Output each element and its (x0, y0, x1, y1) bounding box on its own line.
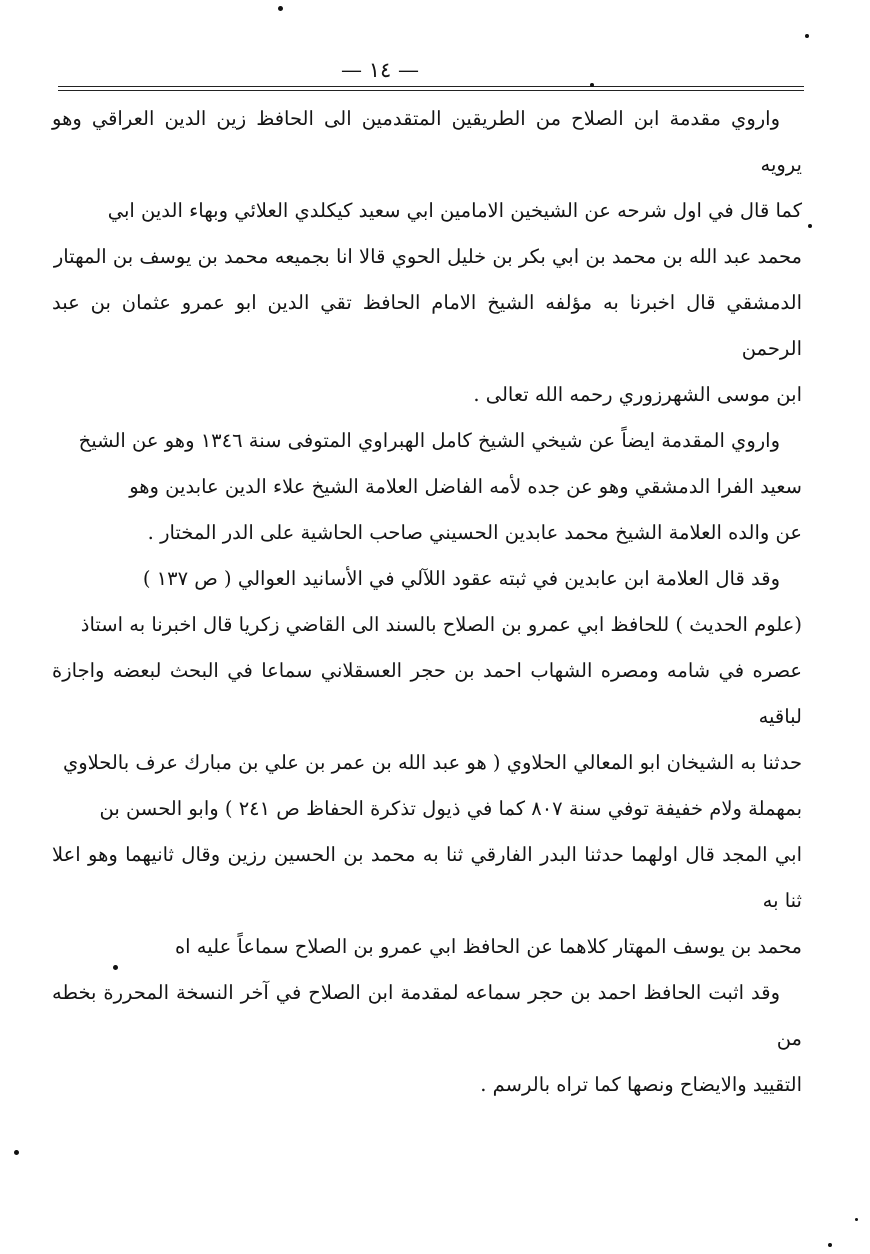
paragraph-line: التقييد والايضاح ونصها كما تراه بالرسم . (480, 1073, 802, 1096)
scan-speck (808, 224, 812, 228)
scan-speck (113, 965, 118, 970)
paragraph-line: وقد قال العلامة ابن عابدين في ثبته عقود اللآلي في الأسانيد العوالي ( ص ١٣٧ ) (142, 567, 780, 590)
paragraph-line: كما قال في اول شرحه عن الشيخين الامامين ابي سعيد كيكلدي العلائي وبهاء الدين ابي (107, 199, 802, 222)
scan-speck (278, 6, 283, 11)
paragraph-line: بمهملة ولام خفيفة توفي سنة ٨٠٧ كما في ذيول تذكرة الحفاظ ص ٢٤١ ) وابو الحسن بن (99, 797, 802, 820)
paragraph-line: واروي مقدمة ابن الصلاح من الطريقين المتقدمين الى الحافظ زين الدين العراقي وهو يرويه (52, 107, 802, 176)
paragraph-line: محمد بن يوسف المهتار كلاهما عن الحافظ ابي عمرو بن الصلاح سماعاً عليه اه (174, 935, 802, 958)
paragraph-line: حدثنا به الشيخان ابو المعالي الحلاوي ( هو عبد الله بن عمر بن علي بن مبارك عرف بالحلاوي (62, 751, 802, 774)
body-text (52, 96, 802, 1108)
paragraph-line: الدمشقي قال اخبرنا به مؤلفه الشيخ الامام الحافظ تقي الدين ابو عمرو عثمان بن عبد الرحمن (52, 291, 802, 360)
header-rule-bottom (58, 90, 804, 91)
paragraph-line: ابي المجد قال اولهما حدثنا البدر الفارقي ثنا به محمد بن الحسين رزين وقال ثانيهما وهو اعلا ثنا به (52, 843, 802, 912)
paragraph-line: محمد عبد الله بن محمد بن ابي بكر بن خليل الحوي قالا انا بجميعه محمد بن يوسف بن المهتار (53, 245, 802, 268)
scan-speck (805, 34, 809, 38)
paragraph-line: عصره في شامه ومصره الشهاب احمد بن حجر العسقلاني سماعا في البحث لبعضه واجازة لباقيه (52, 659, 802, 728)
scan-speck (828, 1243, 832, 1247)
paragraph-line: واروي المقدمة ايضاً عن شيخي الشيخ كامل الهبراوي المتوفى سنة ١٣٤٦ وهو عن الشيخ (78, 429, 780, 452)
header-rule-top (58, 86, 804, 87)
page-number: — ١٤ — (341, 58, 419, 82)
paragraph-line: وقد اثبت الحافظ احمد بن حجر سماعه لمقدمة ابن الصلاح في آخر النسخة المحررة بخطه من (52, 981, 802, 1050)
scan-speck (590, 83, 594, 87)
paragraph-line: (علوم الحديث ) للحافظ ابي عمرو بن الصلاح بالسند الى القاضي زكريا قال اخبرنا به استاذ (80, 613, 802, 636)
paragraph-line: سعيد الفرا الدمشقي وهو عن جده لأمه الفاضل العلامة الشيخ علاء الدين عابدين وهو (129, 475, 802, 498)
paragraph-line: ابن موسى الشهرزوري رحمه الله تعالى . (473, 383, 802, 406)
scan-speck (855, 1218, 858, 1221)
paragraph-line: عن والده العلامة الشيخ محمد عابدين الحسيني صاحب الحاشية على الدر المختار . (147, 521, 802, 544)
scan-speck (14, 1150, 19, 1155)
